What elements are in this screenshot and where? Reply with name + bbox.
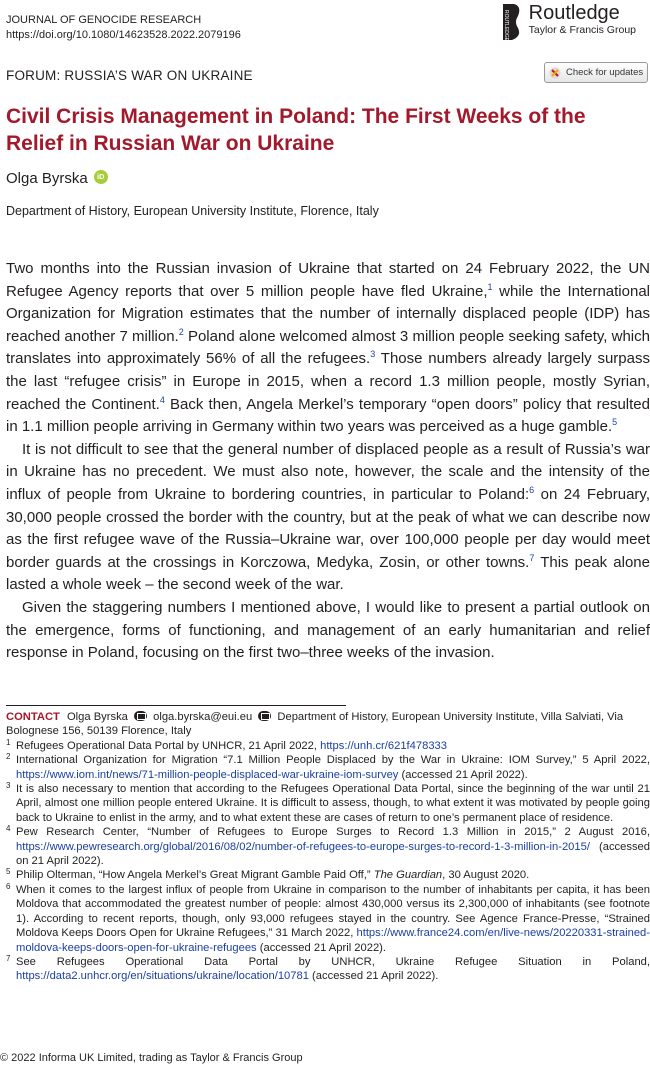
footnote-link[interactable]: https://data2.unhcr.org/en/situations/ukraine/location/10781 [16,970,309,983]
crossmark-icon [549,67,561,79]
contact-address: Department of History, European University Institute, Villa Salviati, Via Bolognese 156, 50139 Florence, Italy [6,711,624,738]
footnote-4: 4 Pew Research Center, “Number of Refugees to Europe Surges to Record 1.3 Million in 2015,” 2 August 2016, https://www.pewresearch.org/global/2016/08/02/number-of-refugees-to-europe-surges-to-record-1-3-million-in-2015/ (accessed on 21 April 2022). [6,824,650,868]
footnote-link[interactable]: https://www.france24.com/en/live-news/20220331-strained-moldova-keeps-doors-open-for-ukraine-refugees [16,927,650,954]
footnote-2: 2 International Organization for Migration “7.1 Million People Displaced by the War in Ukraine: IOM Survey,” 5 April 2022, https://www.iom.int/news/71-million-people-displaced-war-ukraine-iom-survey (accessed 21 April 2022). [6,752,650,781]
routledge-mark-icon [500,2,524,42]
footnote-ref-4[interactable]: 4 [159,394,165,405]
footnote-ref-5[interactable]: 5 [612,417,618,428]
contact-name: Olga Byrska [66,711,128,723]
footnote-5: 5 Philip Olterman, “How Angela Merkel’s Great Migrant Gamble Paid Off,” The Guardian, 30 August 2020. [6,867,530,882]
footnote-link[interactable]: https://www.pewresearch.org/global/2016/08/02/number-of-refugees-to-europe-surges-to-record-1-3-million-in-2015/ [16,840,590,853]
postal-icon [258,711,271,721]
paragraph-3: Given the staggering numbers I mentioned above, I would like to present a partial outlook on the emergence, forms of functioning, and management of an early humanitarian and relief response in Poland, focusing on the first two–three weeks of the invasion. [6,598,650,662]
footnote-7: 7 See Refugees Operational Data Portal by UNHCR, Ukraine Refugee Situation in Poland, https://data2.unhcr.org/en/situations/ukraine/location/10781 (accessed 21 April 2022). [6,953,650,983]
journal-header [6,13,241,43]
publisher-name: Routledge [528,2,620,24]
footnote-link[interactable]: https://www.iom.int/news/71-million-people-displaced-war-ukraine-iom-survey [16,768,399,781]
contact-email[interactable]: olga.byrska@eui.eu [153,711,253,723]
copyright-notice: © 2022 Informa UK Limited, trading as Taylor & Francis Group [0,1052,303,1064]
orcid-icon[interactable]: iD [94,170,108,184]
check-for-updates-button[interactable] [544,62,648,83]
footnote-ref-6[interactable]: 6 [529,484,535,495]
footnotes-section [6,710,650,984]
article-title: Civil Crisis Management in Poland: The First Weeks of the Relief in Russian War on Ukraine [6,105,586,155]
publisher-logo [500,2,636,42]
affiliation: Department of History, European University Institute, Florence, Italy [6,204,379,218]
footnote-3: 3 It is also necessary to mention that according to the Refugees Operational Data Portal, since the beginning of the war until 21 April, almost one million people entered Ukraine. It is difficult to assess, though, to what extent it was motivated by people going back to Ukraine to enlist in the army, and to what extent these are cases of return to one’s permanent place of residence. [6,781,650,824]
footnote-1: 1 Refugees Operational Data Portal by UNHCR, 21 April 2022, https://unh.cr/621f478333 [6,737,447,752]
check-for-updates-label: Check for updates [566,67,644,78]
article-body [6,258,650,665]
footnote-link[interactable]: https://unh.cr/621f478333 [320,739,447,752]
footnote-ref-2[interactable]: 2 [178,326,184,337]
section-label: FORUM: RUSSIA’S WAR ON UKRAINE [6,68,253,83]
footnote-divider [6,705,346,706]
footnote-6: 6 When it comes to the largest influx of people from Ukraine in comparison to the number of inhabitants per capita, it has been Moldova that accommodated the greatest number of people: almost 430,000 versus its 2,300,000 of inhabitants (see footnote 1). According to recent reports, though, only 93,000 refugees stayed in the country. See Agence France-Presse, “Strained Moldova Keeps Doors Open for Ukraine Refugees,” 31 March 2022, https://www.france24.com/en/live-news/20220331-strained-moldova-keeps-doors-open-for-ukraine-refugees (accessed 21 April 2022). [6,881,650,954]
footnote-ref-1[interactable]: 1 [487,281,493,292]
footnote-ref-3[interactable]: 3 [370,349,376,360]
contact-label: CONTACT [6,711,60,723]
doi-link[interactable]: https://doi.org/10.1080/14623528.2022.2079196 [6,29,241,41]
journal-name: JOURNAL OF GENOCIDE RESEARCH [6,14,202,26]
routledge-mark-text: ROUTLEDGE [502,10,509,42]
publisher-subtitle: Taylor & Francis Group [528,24,636,36]
paragraph-2: It is not difficult to see that the general number of displaced people as a result of Russia’s war in Ukraine has no precedent. We must also note, however, the scale and the intensity of the influx of people from Ukraine to bordering countries, in particular to Poland:$^6$ on 24 February, 30,000 people crossed the border with the country, but at the peak of what we can describe now as the first refugee wave of the Russia–Ukraine war, over 100,000 people per day would meet border guards at the crossings in Korczowa, Medyka, Zosin, or other towns.$^7$ This peak alone lasted a whole week – the second week of the war. [6,440,650,594]
contact-block [6,710,650,739]
author-name: Olga Byrska [6,170,88,187]
author-line [6,170,108,187]
paragraph-1: Two months into the Russian invasion of Ukraine that started on 24 February 2022, the UN Refugee Agency reports that over 5 million people have fled Ukraine,$^1$ while the International Organization for Migration estimates that the number of internally displaced people (IDP) has reached another 7 million.$^2$ Poland alone welcomed almost 3 million people seeking safety, which translates into approximately 56% of all the refugees.$^3$ Those numbers already largely surpass the last “refugee crisis” in Europe in 2015, when a record 1.3 million people, mostly Syrian, reached the Continent.$^4$ Back then, Angela Merkel’s temporary “open doors” policy that resulted in 1.1 million people arriving in Germany within two years was perceived as a huge gamble.$^5$ [6,260,650,436]
email-icon [134,711,147,721]
footnote-ref-7[interactable]: 7 [529,552,535,563]
